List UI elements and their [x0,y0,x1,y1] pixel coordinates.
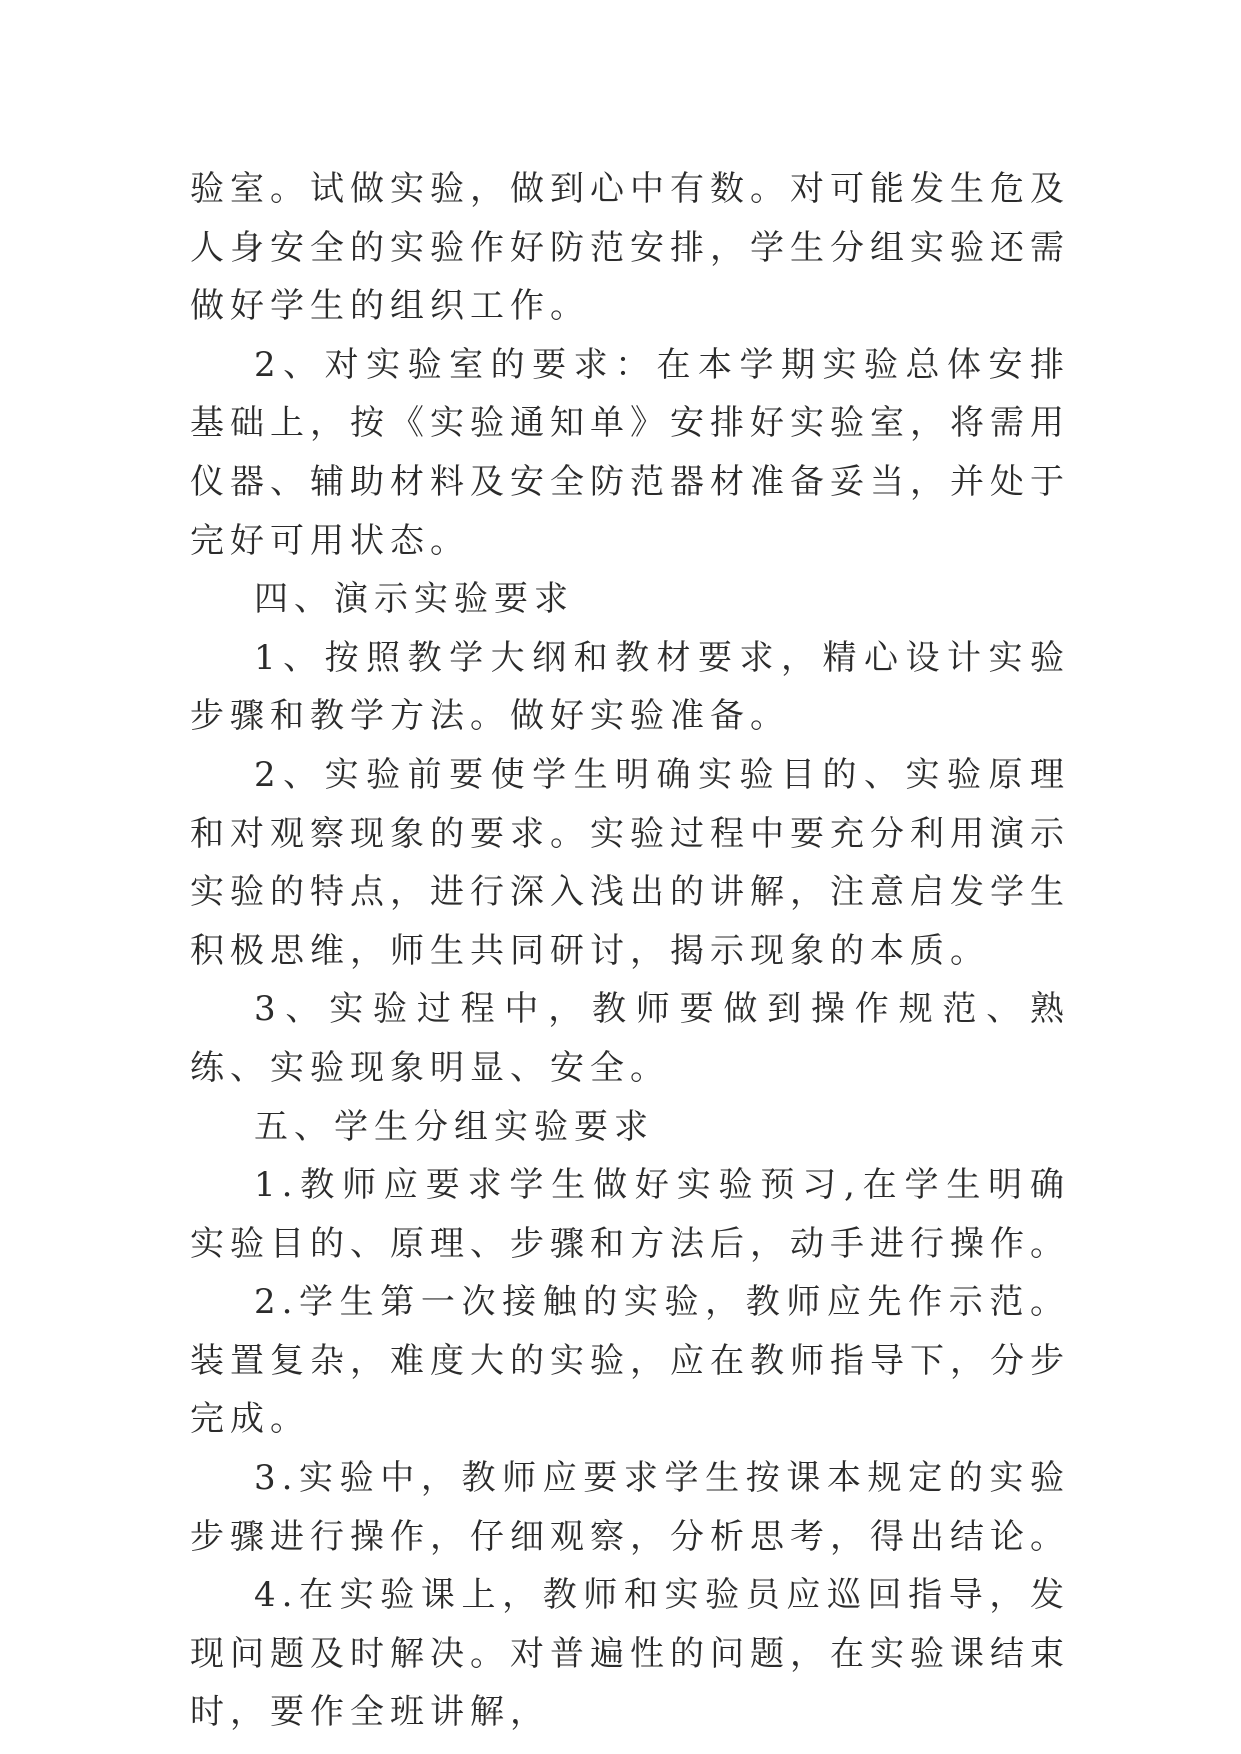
paragraph-group-item-4: 4.在实验课上，教师和实验员应巡回指导，发现问题及时解决。对普遍性的问题，在实验课结束时，要作全班讲解， [190,1575,1070,1733]
paragraph-continuation: 验室。试做实验，做到心中有数。对可能发生危及人身安全的实验作好防范安排，学生分组实验还需做好学生的组织工作。 [190,169,1070,327]
paragraph-demo-item-1: 1、按照教学大纲和教材要求，精心设计实验步骤和教学方法。做好实验准备。 [190,637,1070,737]
paragraph-lab-requirements: 2、对实验室的要求：在本学期实验总体安排基础上，按《实验通知单》安排好实验室，将需用仪器、辅助材料及安全防范器材准备妥当，并处于完好可用状态。 [190,344,1070,561]
paragraph-demo-item-3: 3、实验过程中，教师要做到操作规范、熟练、实验现象明显、安全。 [190,989,1070,1088]
paragraph-group-item-1: 1.教师应要求学生做好实验预习,在学生明确实验目的、原理、步骤和方法后，动手进行操作。 [190,1165,1070,1264]
paragraph-group-item-2: 2.学生第一次接触的实验，教师应先作示范。装置复杂，难度大的实验，应在教师指导下，分步完成。 [190,1282,1070,1440]
paragraph-group-item-3: 3.实验中，教师应要求学生按课本规定的实验步骤进行操作，仔细观察，分析思考，得出结论。 [190,1458,1070,1557]
section-heading-demo-experiments: 四、演示实验要求 [254,579,574,620]
document-body [190,160,1070,1742]
section-heading-group-experiments: 五、学生分组实验要求 [254,1106,654,1147]
paragraph-demo-item-2: 2、实验前要使学生明确实验目的、实验原理和对观察现象的要求。实验过程中要充分利用演示实验的特点，进行深入浅出的讲解，注意启发学生积极思维，师生共同研讨，揭示现象的本质。 [190,754,1070,971]
